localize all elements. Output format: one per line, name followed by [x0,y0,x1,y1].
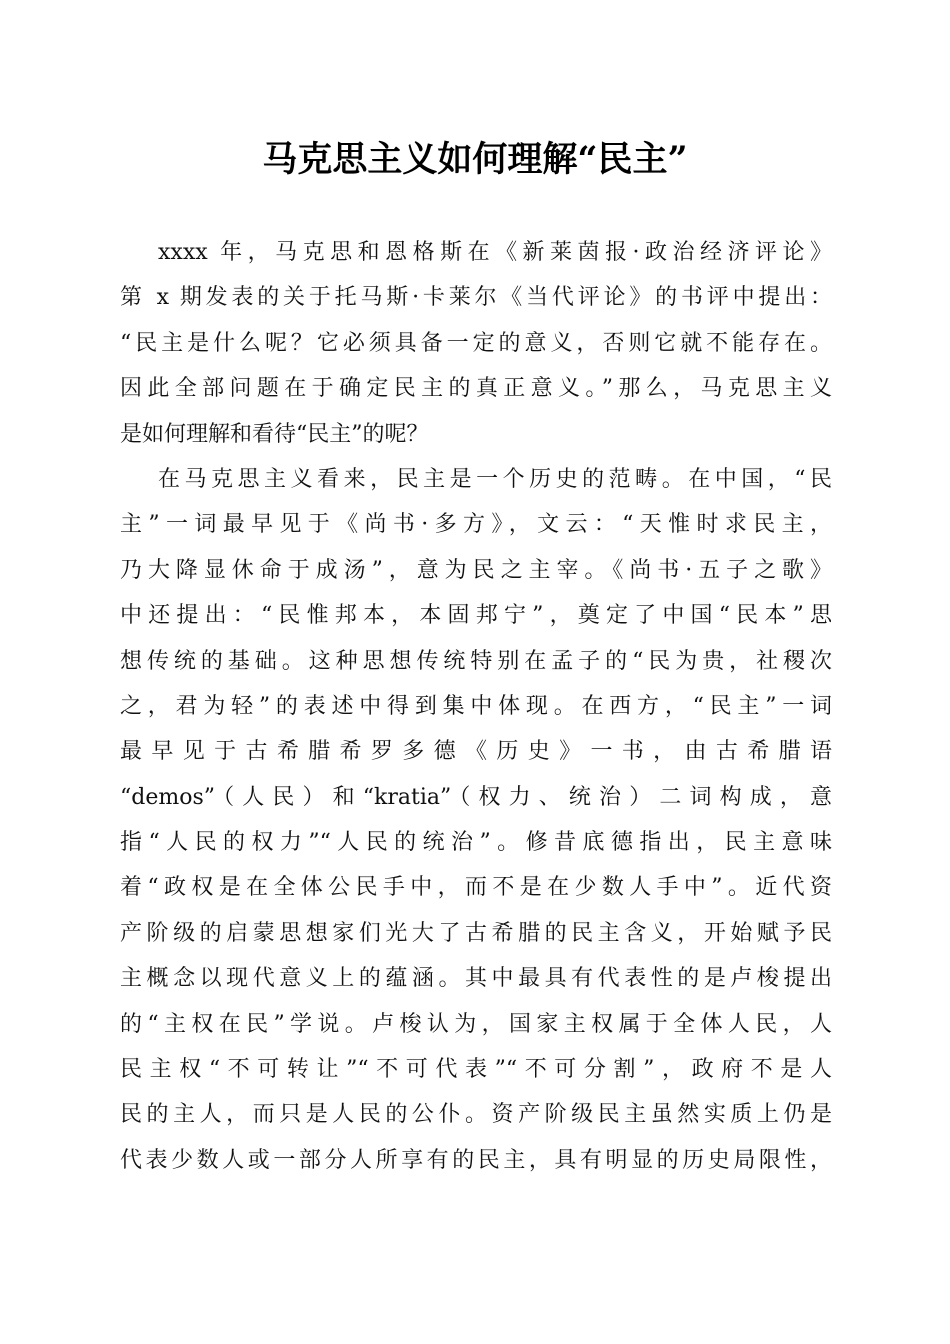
paragraph-2-line: 的“主权在民”学说。卢梭认为，国家主权属于全体人民，人 [120,1011,832,1037]
paragraph-2-line: 最早见于古希腊希罗多德《历史》一书，由古希腊语 [120,739,832,765]
paragraph-2-line: 代表少数人或一部分人所享有的民主，具有明显的历史局限性， [120,1147,832,1173]
paragraph-1-line: 第 x 期发表的关于托马斯·卡莱尔《当代评论》的书评中提出： [120,285,832,311]
paragraph-2-line: 乃大降显休命于成汤”，意为民之主宰。《尚书·五子之歌》 [120,557,832,583]
paragraph-1-line: “民主是什么呢？它必须具备一定的意义，否则它就不能存在。 [120,330,832,356]
paragraph-2-line: 之，君为轻”的表述中得到集中体现。在西方，“民主”一词 [120,693,832,719]
document-body [120,230,832,1183]
paragraph-1-line: 是如何理解和看待“民主”的呢？ [120,421,429,447]
paragraph-2-line: 产阶级的启蒙思想家们光大了古希腊的民主含义，开始赋予民 [120,920,832,946]
paragraph-2-line: 着“政权是在全体公民手中，而不是在少数人手中”。近代资 [120,875,832,901]
paragraph-1-line: xxxx 年，马克思和恩格斯在《新莱茵报·政治经济评论》 [158,240,832,265]
paragraph-1-line: 因此全部问题在于确定民主的真正意义。”那么，马克思主义 [120,376,832,402]
paragraph-2-line: 想传统的基础。这种思想传统特别在孟子的“民为贵，社稷次 [120,648,832,674]
paragraph-2-line: 民主权“不可转让”“不可代表”“不可分割”，政府不是人 [120,1057,832,1083]
paragraph-2-line: 中还提出：“民惟邦本，本固邦宁”，奠定了中国“民本”思 [120,603,832,629]
paragraph-2-line: 主概念以现代意义上的蕴涵。其中最具有代表性的是卢梭提出 [120,966,832,992]
paragraph-2-line: 指“人民的权力”“人民的统治”。修昔底德指出，民主意味 [120,830,832,856]
paragraph-1 [120,230,832,457]
paragraph-2-line: “demos”（人民）和“kratia”（权力、统治）二词构成，意 [120,784,832,810]
paragraph-2-line: 民的主人，而只是人民的公仆。资产阶级民主虽然实质上仍是 [120,1102,832,1128]
document-title: 马克思主义如何理解“民主” [262,139,688,180]
paragraph-2-line: 在马克思主义看来，民主是一个历史的范畴。在中国，“民 [158,466,832,492]
paragraph-2 [120,457,832,1183]
paragraph-2-line: 主”一词最早见于《尚书·多方》，文云：“天惟时求民主， [120,512,832,538]
